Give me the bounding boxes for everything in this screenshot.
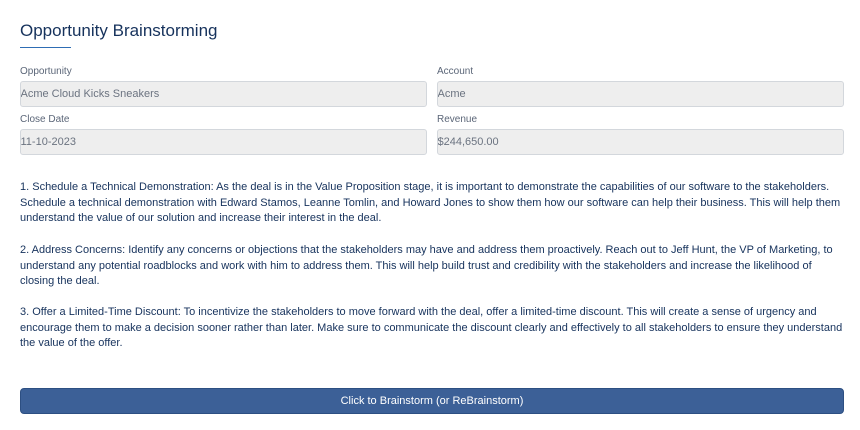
account-value: Acme bbox=[437, 88, 466, 100]
revenue-field[interactable] bbox=[437, 129, 844, 155]
suggestion-paragraph: 1. Schedule a Technical Demonstration: As the deal is in the Value Proposition stage, it is important to demonstrate the capabilities of our software to the stakeholders. Schedule a technical demonstration with Edward Stamos, Leanne Tomlin, and Howard Jones to show them how our software can help their business. This will help them understand the value of our solution and increase their interest in the deal. bbox=[20, 181, 841, 225]
close-date-label: Close Date bbox=[20, 114, 70, 125]
opportunity-field[interactable] bbox=[20, 81, 427, 107]
close-date-field[interactable] bbox=[20, 129, 427, 155]
close-date-value: 11-10-2023 bbox=[20, 136, 76, 148]
title-underline bbox=[20, 47, 71, 48]
account-label: Account bbox=[437, 66, 474, 77]
revenue-label: Revenue bbox=[437, 114, 478, 125]
revenue-value: $244,650.00 bbox=[437, 136, 499, 148]
brainstorm-button[interactable]: Click to Brainstorm (or ReBrainstorm) bbox=[20, 388, 844, 414]
account-field[interactable] bbox=[437, 81, 844, 107]
page-title: Opportunity Brainstorming bbox=[20, 21, 218, 40]
suggestion-paragraph: 3. Offer a Limited-Time Discount: To incentivize the stakeholders to move forward with the deal, offer a limited-time discount. This will create a sense of urgency and encourage them to make a decision sooner rather than later. Make sure to communicate the discount clearly and effectively to all stakeholders to ensure they understand the value of the offer. bbox=[20, 306, 843, 350]
suggestion-paragraph: 2. Address Concerns: Identify any concerns or objections that the stakeholders may have and address them proactively. Reach out to Jeff Hunt, the VP of Marketing, to understand any potential roadblocks and work with him to address them. This will help build trust and credibility with the stakeholders and increase the likelihood of closing the deal. bbox=[20, 244, 833, 288]
opportunity-label: Opportunity bbox=[20, 66, 72, 77]
opportunity-value: Acme Cloud Kicks Sneakers bbox=[20, 88, 160, 100]
